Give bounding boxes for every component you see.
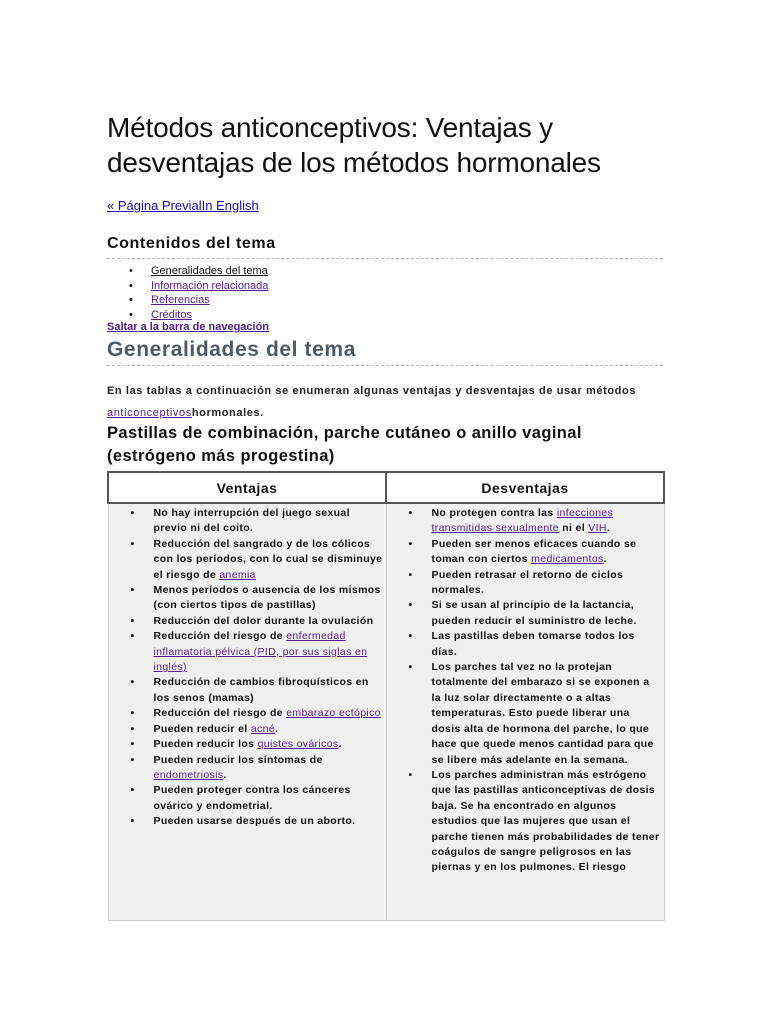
acne-link[interactable]: acné: [250, 722, 276, 735]
item-text: Pueden retrasar el retorno de ciclos normales.: [431, 568, 624, 597]
list-item: [387, 660, 664, 768]
embarazo-ectopico-link[interactable]: embarazo ectópico: [286, 707, 381, 720]
intro-text-end: hormonales.: [191, 407, 264, 419]
item-text: Reducción del dolor durante la ovulación: [153, 614, 374, 627]
its-link[interactable]: infecciones transmitidas sexualmente: [431, 507, 614, 535]
list-item: • Pueden ser menos eficaces cuando se toman con ciertos medicamentos.: [387, 537, 664, 568]
list-item: • Pueden reducir el acné.: [109, 722, 386, 737]
toc-list: [107, 264, 268, 322]
item-text: No hay interrupción del juego sexual previo ni del coito.: [153, 507, 350, 535]
list-item: [109, 506, 386, 537]
previous-page-link[interactable]: « Página PrevialIn English: [107, 198, 259, 213]
quistes-link[interactable]: quistes ováricos: [257, 738, 339, 751]
desventajas-cell: [386, 503, 664, 921]
list-item: [109, 675, 386, 706]
list-item: [387, 768, 664, 876]
toc-item: [107, 279, 268, 294]
item-text: Los parches administran más estrógeno que las pastillas anticonceptivas de dosis baja. Se ha encontrado en algunos estudios que las mujeres que usan el parche tienen más probabilidades de tener coágulos de sangre peligrosos en las piernas y en los pulmones. El riesgo: [431, 768, 660, 874]
list-item: [109, 537, 386, 583]
toc-heading: Contenidos del tema: [107, 235, 663, 259]
item-text: Reducción del sangrado y de los cólicos con los períodos, con lo cual se disminuye el riesgo de: [153, 537, 383, 581]
skip-nav-link[interactable]: Saltar a la barra de navegación: [107, 321, 270, 333]
intro-text: En las tablas a continuación se enumeran algunas ventajas y desventajas de usar métodos: [107, 385, 637, 397]
item-text: Los parches tal vez no la protejan totalmente del embarazo si se exponen a la luz solar directamente o a altas temperaturas. Esto puede liberar una dosis alta de hormona del parche, lo que hace que quede menos cantidad para que se libere más adelante en la semana.: [431, 661, 654, 766]
toc-item: [107, 293, 268, 308]
list-item: [109, 783, 386, 814]
list-item: [109, 814, 386, 829]
item-text: No protegen contra las: [431, 507, 557, 519]
toc-link-referencias[interactable]: Referencias: [151, 294, 210, 306]
table-subheading: Pastillas de combinación, parche cutáneo o anillo vaginal (estrógeno más progestina): [107, 424, 582, 465]
list-item: • Pueden reducir los quistes ováricos.: [109, 737, 386, 752]
intro-paragraph: [107, 380, 663, 424]
item-text: Pueden reducir el: [153, 722, 251, 735]
item-text: Las pastillas deben tomarse todos los días.: [431, 630, 635, 658]
section-heading: Generalidades del tema: [107, 338, 663, 366]
anemia-link[interactable]: anemia: [219, 568, 256, 581]
item-text: Reducción de cambios fibroquísticos en los senos (mamas): [153, 676, 369, 704]
endometriosis-link[interactable]: endometriosis: [153, 768, 224, 781]
header-desventajas: Desventajas: [386, 472, 664, 503]
comparison-table: [107, 471, 665, 921]
item-text: Si se usan al principio de la lactancia, pueden reducir el suministro de leche.: [431, 599, 637, 627]
item-text: ni el: [558, 522, 589, 535]
item-text: Pueden ser menos eficaces cuando se toman con ciertos: [431, 537, 637, 566]
item-text: Menos períodos o ausencia de los mismos (con ciertos tipos de pastillas): [153, 584, 381, 612]
pid-link[interactable]: enfermedad inflamatoria pélvica (PID, por sus siglas en inglés): [153, 630, 368, 674]
list-item: [109, 706, 386, 721]
medicamentos-link[interactable]: medicamentos: [531, 553, 604, 566]
list-item: [387, 629, 664, 660]
page-title: Métodos anticonceptivos: Ventajas y desventajas de los métodos hormonales: [107, 112, 601, 178]
list-item: [109, 614, 386, 629]
toc-link-creditos[interactable]: Créditos: [151, 308, 192, 321]
list-item: [387, 568, 664, 599]
list-item: [109, 629, 386, 675]
toc-link-generalidades[interactable]: Generalidades del tema: [151, 265, 268, 277]
vih-link[interactable]: VIH: [588, 522, 607, 535]
desventajas-list: [387, 504, 664, 876]
item-text: Pueden usarse después de un aborto.: [153, 815, 356, 828]
ventajas-list: [109, 504, 386, 830]
list-item: • Pueden reducir los síntomas de endometriosis.: [109, 753, 386, 784]
toc-item: [107, 308, 268, 323]
item-text: Pueden proteger contra los cánceres ovárico y endometrial.: [153, 784, 351, 812]
anticonceptivos-link[interactable]: anticonceptivos: [107, 407, 192, 419]
list-item: • No protegen contra las infecciones transmitidas sexualmente ni el VIH.: [387, 506, 664, 537]
item-text: Reducción del riesgo de: [153, 707, 287, 720]
item-text: Pueden reducir los: [153, 738, 258, 751]
header-ventajas: Ventajas: [108, 472, 386, 503]
toc-item: [107, 264, 268, 279]
list-item: [387, 598, 664, 629]
item-text: Pueden reducir los síntomas de: [153, 753, 323, 766]
ventajas-cell: [108, 503, 386, 921]
item-text: Reducción del riesgo de: [153, 630, 287, 643]
toc-link-informacion[interactable]: Información relacionada: [151, 279, 269, 292]
list-item: [109, 583, 386, 614]
